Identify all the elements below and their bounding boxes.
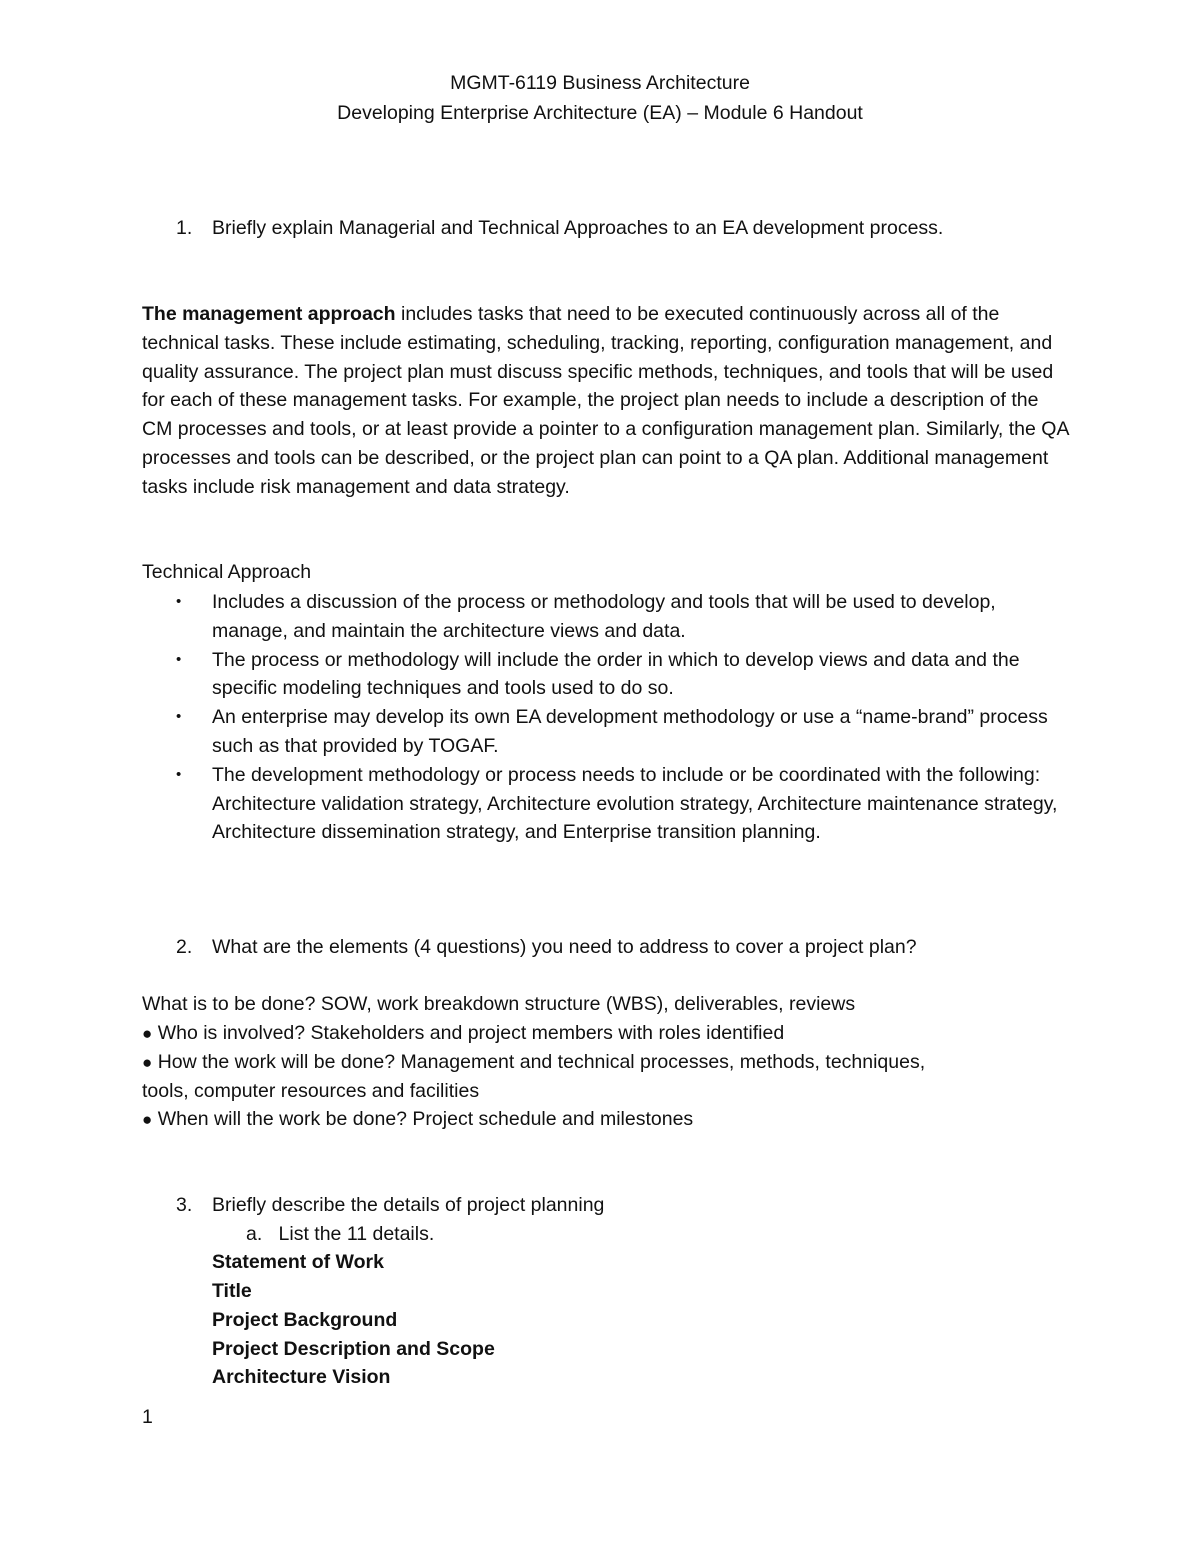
technical-approach-list bbox=[142, 588, 1062, 847]
element-how: ● How the work will be done? Management and technical processes, methods, techniques, bbox=[142, 1051, 926, 1073]
detail-item: Project Background bbox=[212, 1309, 398, 1331]
list-item: • The development methodology or process needs to include or be coordinated with the following: Architecture validation strategy, Architecture evolution strategy, Architecture maintenance strategy, Architecture dissemination strategy, and Enterprise transition planning. bbox=[142, 761, 1062, 847]
detail-item: Statement of Work bbox=[212, 1251, 384, 1273]
management-approach-body: includes tasks that need to be executed continuously across all of the technical tasks. These include estimating, scheduling, tracking, reporting, configuration management, and quality assurance. The project plan must discuss specific methods, techniques, and tools that will be used for each of these management tasks. For example, the project plan needs to include a description of the CM processes and tools, or at least provide a pointer to a configuration management plan. Similarly, the QA processes and tools can be described, or the project plan can point to a QA plan. Additional management tasks include risk management and data strategy. bbox=[142, 303, 1069, 498]
bullet-icon: • bbox=[176, 650, 182, 668]
subitem-text: List the 11 details. bbox=[278, 1223, 435, 1245]
detail-item: Title bbox=[212, 1280, 252, 1302]
element-who: ● Who is involved? Stakeholders and project members with roles identified bbox=[142, 1022, 785, 1044]
bullet-icon: • bbox=[176, 593, 182, 610]
element-how-continued: tools, computer resources and facilities bbox=[142, 1080, 480, 1102]
list-item: • Includes a discussion of the process or methodology and tools that will be used to develop, manage, and maintain the architecture views and data. bbox=[142, 588, 1062, 646]
question-2-text: What are the elements (4 questions) you need to address to cover a project plan? bbox=[212, 936, 917, 958]
bullet-icon: • bbox=[176, 765, 182, 783]
question-3-number: 3. bbox=[176, 1194, 193, 1216]
list-item: • An enterprise may develop its own EA development methodology or use a “name-brand” process such as that provided by TOGAF. bbox=[142, 703, 1062, 761]
bullet-icon: ● bbox=[142, 1053, 153, 1072]
technical-approach-heading: Technical Approach bbox=[142, 561, 312, 583]
element-when: ● When will the work be done? Project schedule and milestones bbox=[142, 1108, 694, 1130]
question-3-subitem bbox=[246, 1220, 434, 1249]
question-3-text: Briefly describe the details of project planning bbox=[212, 1194, 605, 1216]
management-approach-lead: The management approach bbox=[142, 303, 396, 325]
page-number: 1 bbox=[142, 1406, 153, 1428]
question-1-number: 1. bbox=[176, 217, 193, 239]
management-approach-paragraph bbox=[142, 300, 1072, 502]
course-title: MGMT-6119 Business Architecture bbox=[450, 72, 750, 94]
detail-item: Project Description and Scope bbox=[212, 1338, 495, 1360]
subitem-letter: a. bbox=[246, 1223, 263, 1245]
bullet-icon: • bbox=[176, 708, 182, 726]
question-1-text: Briefly explain Managerial and Technical Approaches to an EA development process. bbox=[212, 217, 944, 239]
element-what: What is to be done? SOW, work breakdown structure (WBS), deliverables, reviews bbox=[142, 993, 856, 1015]
handout-subtitle: Developing Enterprise Architecture (EA) – Module 6 Handout bbox=[337, 102, 863, 124]
bullet-icon: ● bbox=[142, 1110, 153, 1129]
question-2-number: 2. bbox=[176, 936, 193, 958]
list-item: • The process or methodology will include the order in which to develop views and data and the specific modeling techniques and tools used to do so. bbox=[142, 646, 1062, 704]
bullet-icon: ● bbox=[142, 1024, 153, 1043]
detail-item: Architecture Vision bbox=[212, 1366, 391, 1388]
